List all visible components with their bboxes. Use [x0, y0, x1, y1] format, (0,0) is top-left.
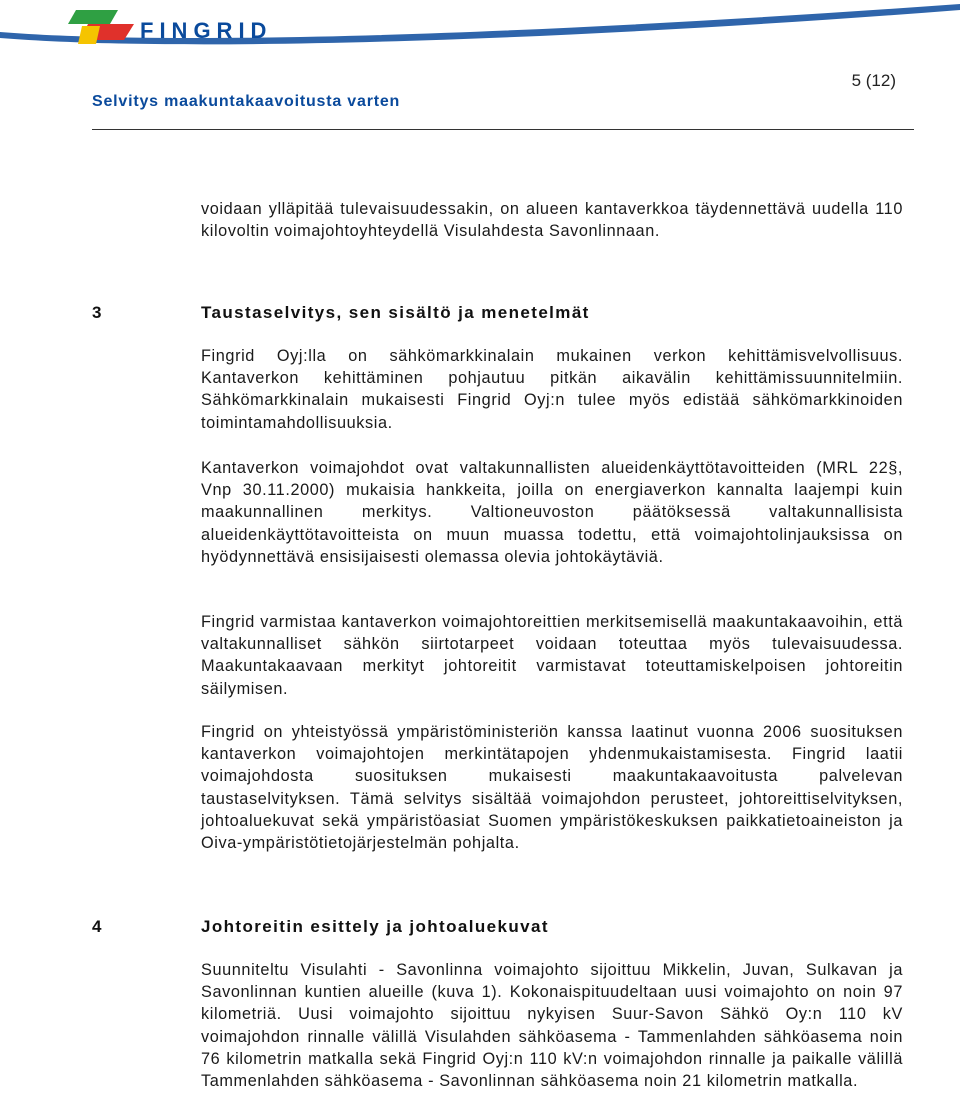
- page-header: [0, 0, 960, 135]
- intro-paragraph: voidaan ylläpitää tulevaisuudessakin, on alueen kantaverkkoa täydennettävä uudella 110 kilovoltin voimajohtoyhteydellä Visulahdesta Savonlinnaan.: [201, 200, 903, 241]
- section-paragraph: Kantaverkon voimajohdot ovat valtakunnallisten alueidenkäyttötavoitteiden (MRL 22§, Vnp 30.11.2000) mukaisia hankkeita, joilla on energiaverkon kannalta laajempi kuin maakunnallinen merkitys. Valtioneuvoston päätöksessä valtakunnallisista alueidenkäyttötavoitteista on muun muassa todettu, että voimajohtolinjauksissa on hyödynnettävä ensisijaisesti olemassa olevia johtokäytäviä.: [201, 459, 903, 566]
- fingrid-logo: [0, 0, 960, 60]
- section-paragraph: Suunniteltu Visulahti - Savonlinna voimajohto sijoittuu Mikkelin, Juvan, Sulkavan ja Savonlinnan kuntien alueille (kuva 1). Kokonaispituudeltaan uusi voimajohto on noin 97 kilometriä. Uusi voimajohto sijoittuu nykyisen Suur-Savon Sähkö Oy:n 110 kV voimajohdon rinnalle välillä Visulahden sähköasema - Tammenlahden sähköasema noin 76 kilometrin matkalla sekä Fingrid Oyj:n 110 kV:n voimajohdon rinnalle ja paikalle välillä Tammenlahden sähköasema - Savonlinnan sähköasema noin 21 kilometrin matkalla.: [201, 961, 903, 1091]
- section-heading: Taustaselvitys, sen sisältö ja menetelmät: [201, 303, 590, 322]
- section-number: 4: [92, 917, 102, 936]
- document-title: Selvitys maakuntakaavoitusta varten: [92, 93, 401, 110]
- section-paragraph: Fingrid Oyj:lla on sähkömarkkinalain mukainen verkon kehittämisvelvollisuus. Kantaverkon kehittäminen pohjautuu pitkän aikavälin kehittämissuunnitelmiin. Sähkömarkkinalain mukaisesti Fingrid Oyj:n tulee myös edistää sähkömarkkinoiden toimintamahdollisuuksia.: [201, 347, 903, 432]
- section-paragraph: Fingrid on yhteistyössä ympäristöministeriön kanssa laatinut vuonna 2006 suosituksen kantaverkon voimajohtojen merkintätapojen yhdenmukaistamisesta. Fingrid laatii voimajohdosta suosituksen mukaisesti maakuntakaavoitusta palvelevan taustaselvityksen. Tämä selvitys sisältää voimajohdon perusteet, johtoreittiselvityksen, johtoaluekuvat sekä ympäristöasiat Suomen ympäristökeskuksen paikkatietoaineiston ja Oiva-ympäristötietojärjestelmän pohjalta.: [201, 723, 903, 853]
- logo-wordmark: FINGRID: [140, 18, 273, 43]
- page-number: 5 (12): [851, 71, 896, 90]
- header-divider: [92, 129, 914, 130]
- section-number: 3: [92, 303, 102, 322]
- section-heading: Johtoreitin esittely ja johtoaluekuvat: [201, 917, 549, 936]
- section-paragraph: Fingrid varmistaa kantaverkon voimajohtoreittien merkitsemisellä maakuntakaavoihin, että valtakunnalliset sähkön siirtotarpeet voidaan toteuttaa myös tulevaisuudessa. Maakuntakaavaan merkityt johtoreitit varmistavat toteuttamiskelpoisen johtoreitin säilymisen.: [201, 613, 903, 698]
